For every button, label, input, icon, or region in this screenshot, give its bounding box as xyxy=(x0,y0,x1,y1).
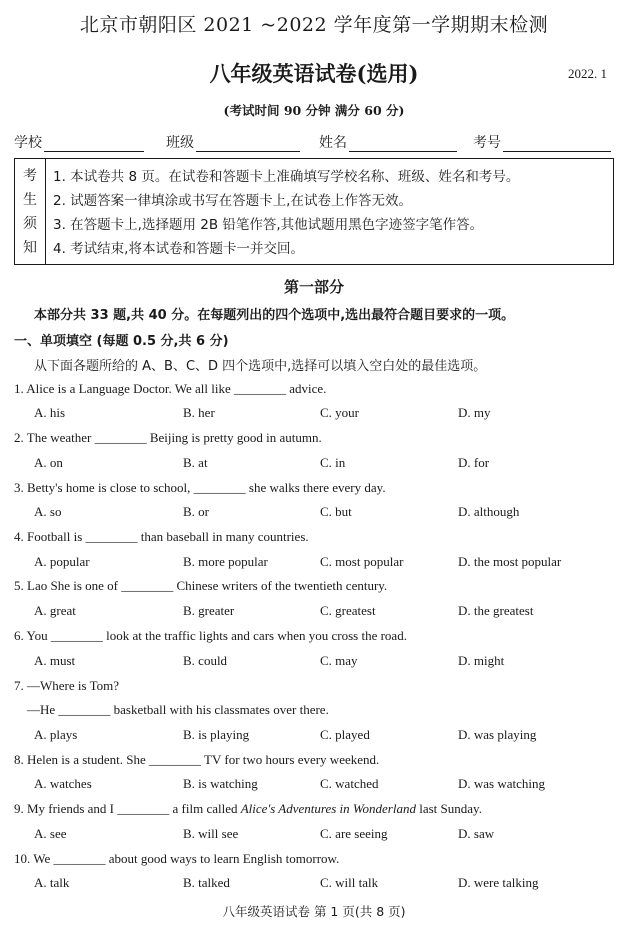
part-title: 第一部分 xyxy=(283,278,344,296)
option-b[interactable]: B. her xyxy=(183,405,215,420)
option-d[interactable]: D. was playing xyxy=(458,727,537,742)
question-stem: 4. Football is ________ than baseball in many countries. xyxy=(14,529,309,544)
option-d[interactable]: D. saw xyxy=(458,826,495,841)
notice-item: 4. 考试结束,将本试卷和答题卡一并交回。 xyxy=(53,241,304,257)
question-stem-start: 9. My friends and I ________ a film called xyxy=(14,801,241,816)
option-d[interactable]: D. the most popular xyxy=(458,554,562,569)
option-a[interactable]: A. so xyxy=(34,504,62,519)
option-b[interactable]: B. could xyxy=(183,653,228,668)
page-footer: 八年级英语试卷 第 1 页(共 8 页) xyxy=(222,904,406,919)
school-label: 学校 xyxy=(14,135,42,151)
question-stem: 7. —Where is Tom? xyxy=(14,678,119,693)
option-d[interactable]: D. the greatest xyxy=(458,603,534,618)
option-c[interactable]: C. will talk xyxy=(320,875,379,890)
option-b[interactable]: B. at xyxy=(183,455,208,470)
film-title: Alice's Adventures in Wonderland xyxy=(240,801,416,816)
option-d[interactable]: D. might xyxy=(458,653,505,668)
part-description: 本部分共 33 题,共 40 分。在每题列出的四个选项中,选出最符合题目要求的一项。 xyxy=(34,308,515,323)
notice-heading-char: 知 xyxy=(23,240,37,256)
notice-item: 3. 在答题卡上,选择题用 2B 铅笔作答,其他试题用黑色字迹签字笔作答。 xyxy=(53,217,484,233)
exam-info: (考试时间 90 分钟 满分 60 分) xyxy=(223,103,405,118)
class-blank[interactable] xyxy=(196,137,300,152)
exam-number-label: 考号 xyxy=(473,135,501,151)
option-a[interactable]: A. talk xyxy=(34,875,70,890)
question-stem: 8. Helen is a student. She ________ TV for two hours every weekend. xyxy=(14,752,380,767)
class-label: 班级 xyxy=(166,135,194,151)
question-stem: 10. We ________ about good ways to learn English tomorrow. xyxy=(14,851,340,866)
option-a[interactable]: A. great xyxy=(34,603,76,618)
school-field[interactable] xyxy=(14,132,144,152)
question-stem: 1. Alice is a Language Doctor. We all like ________ advice. xyxy=(14,381,327,396)
name-field[interactable] xyxy=(319,132,457,152)
paper-subtitle: 八年级英语试卷(选用) xyxy=(209,61,419,86)
option-b[interactable]: B. greater xyxy=(183,603,235,618)
option-a[interactable]: A. his xyxy=(34,405,66,420)
school-blank[interactable] xyxy=(44,137,144,152)
option-d[interactable]: D. was watching xyxy=(458,776,546,791)
notice-heading-char: 生 xyxy=(23,192,37,208)
option-b[interactable]: B. will see xyxy=(183,826,239,841)
name-label: 姓名 xyxy=(319,135,347,151)
exam-title: 北京市朝阳区 2021 ~2022 学年度第一学期期末检测 xyxy=(79,14,549,36)
option-b[interactable]: B. more popular xyxy=(183,554,268,569)
option-b[interactable]: B. or xyxy=(183,504,209,519)
option-c[interactable]: C. in xyxy=(320,455,346,470)
question-stem: 3. Betty's home is close to school, ________ she walks there every day. xyxy=(14,480,386,495)
notice-item: 2. 试题答案一律填涂或书写在答题卡上,在试卷上作答无效。 xyxy=(53,193,412,209)
notice-heading-char: 考 xyxy=(23,168,37,184)
option-d[interactable]: D. for xyxy=(458,455,490,470)
option-d[interactable]: D. although xyxy=(458,504,520,519)
option-c[interactable]: C. played xyxy=(320,727,370,742)
notice-heading xyxy=(15,159,46,264)
option-b[interactable]: B. is playing xyxy=(183,727,250,742)
section-title: 一、单项填空 (每题 0.5 分,共 6 分) xyxy=(14,334,229,349)
question-stem xyxy=(14,801,482,817)
option-c[interactable]: C. are seeing xyxy=(320,826,388,841)
option-c[interactable]: C. greatest xyxy=(320,603,376,618)
exam-number-field[interactable] xyxy=(473,132,611,152)
name-blank[interactable] xyxy=(349,137,457,152)
option-c[interactable]: C. your xyxy=(320,405,359,420)
option-a[interactable]: A. plays xyxy=(34,727,78,742)
question-stem-line2: —He ________ basketball with his classmates over there. xyxy=(14,702,329,717)
notice-box xyxy=(14,158,614,265)
question-stem: 2. The weather ________ Beijing is pretty good in autumn. xyxy=(14,430,322,445)
notice-heading-char: 须 xyxy=(23,216,37,232)
option-d[interactable]: D. my xyxy=(458,405,491,420)
question-stem: 5. Lao She is one of ________ Chinese writers of the twentieth century. xyxy=(14,578,388,593)
option-a[interactable]: A. popular xyxy=(34,554,90,569)
option-d[interactable]: D. were talking xyxy=(458,875,539,890)
section-instruction: 从下面各题所给的 A、B、C、D 四个选项中,选择可以填入空白处的最佳选项。 xyxy=(34,359,487,374)
option-c[interactable]: C. but xyxy=(320,504,352,519)
class-field[interactable] xyxy=(166,132,300,152)
option-b[interactable]: B. talked xyxy=(183,875,230,890)
option-b[interactable]: B. is watching xyxy=(183,776,258,791)
option-c[interactable]: C. most popular xyxy=(320,554,404,569)
option-a[interactable]: A. must xyxy=(34,653,76,668)
option-a[interactable]: A. watches xyxy=(34,776,92,791)
option-c[interactable]: C. watched xyxy=(320,776,379,791)
question-stem-end: last Sunday. xyxy=(415,801,482,816)
exam-number-blank[interactable] xyxy=(503,137,611,152)
option-c[interactable]: C. may xyxy=(320,653,358,668)
question-stem: 6. You ________ look at the traffic lights and cars when you cross the road. xyxy=(14,628,407,643)
option-a[interactable]: A. see xyxy=(34,826,67,841)
notice-item: 1. 本试卷共 8 页。在试卷和答题卡上准确填写学校名称、班级、姓名和考号。 xyxy=(53,169,520,185)
option-a[interactable]: A. on xyxy=(34,455,63,470)
exam-date: 2022. 1 xyxy=(568,66,607,81)
